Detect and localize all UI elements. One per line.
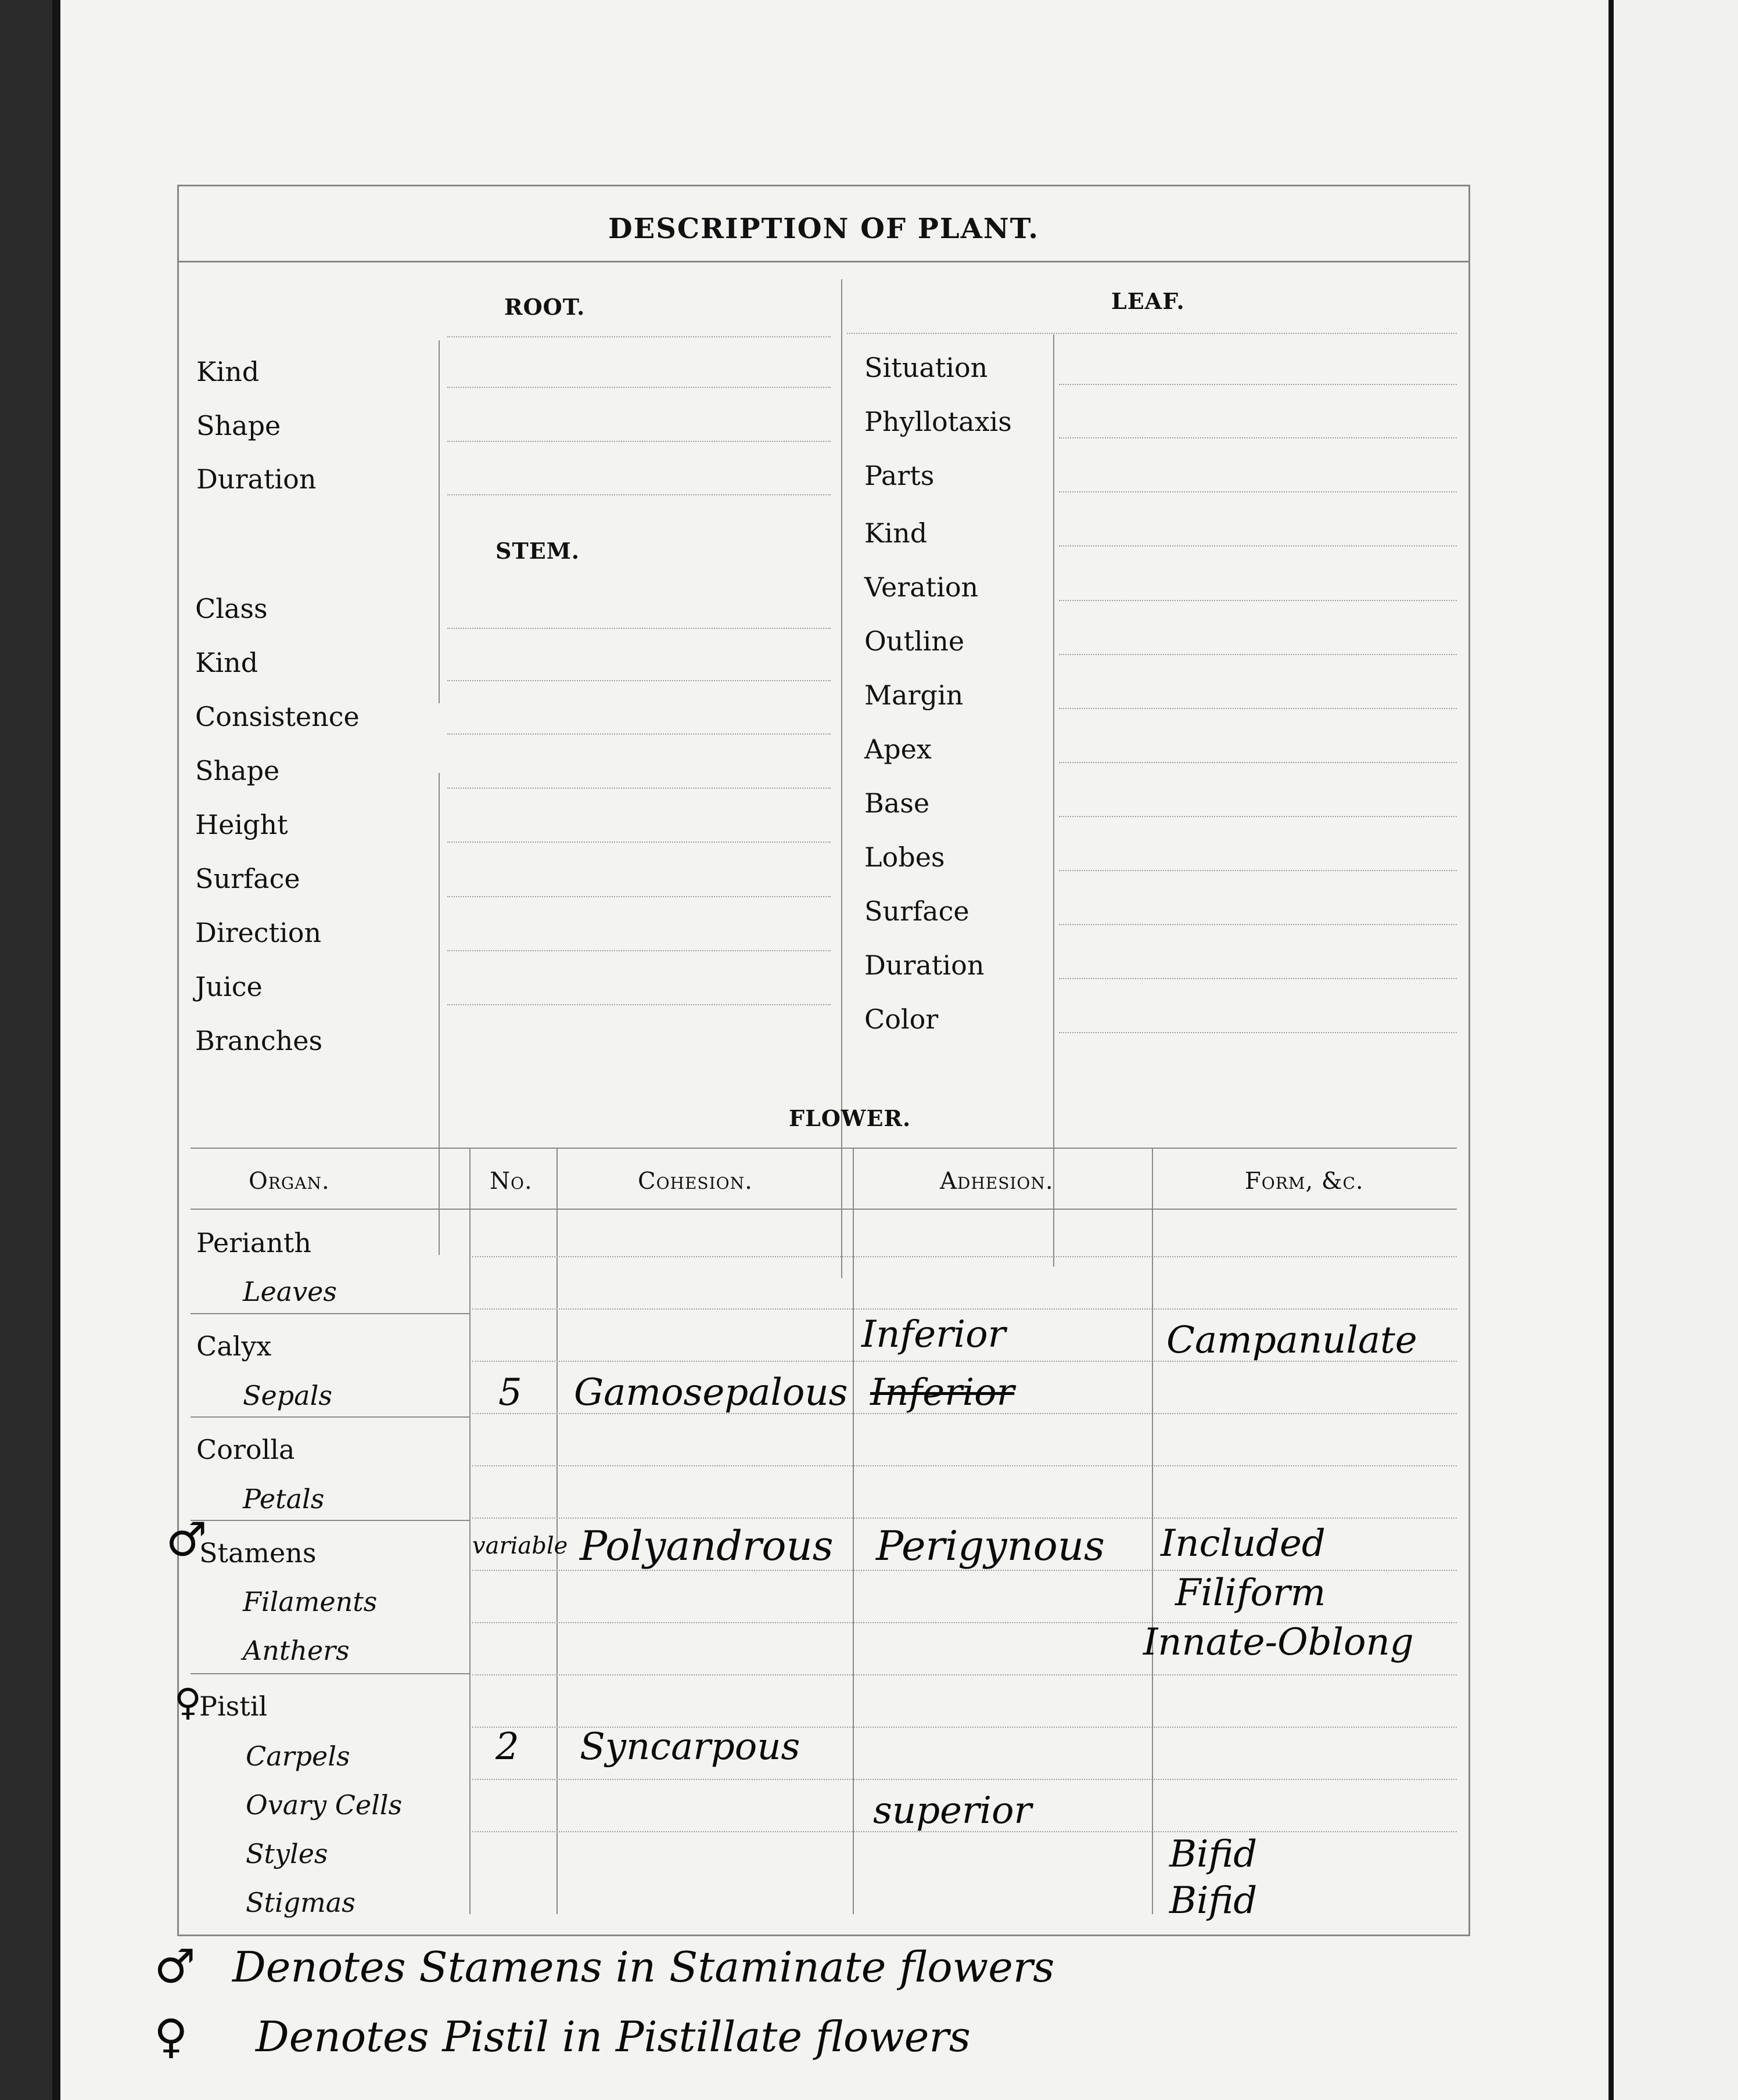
flower-line xyxy=(472,1256,1457,1257)
carpels-cohesion-entry: Syncarpous xyxy=(580,1725,800,1768)
stamens-adhesion-entry: Perigynous xyxy=(876,1522,1105,1570)
flower-heading: FLOWER. xyxy=(789,1105,911,1131)
stem-branches-label: Branches xyxy=(195,1025,323,1056)
flower-column-rule xyxy=(191,1209,1457,1210)
footnote-symbol-staminate: ♂ xyxy=(154,1940,196,1994)
flower-line xyxy=(472,1779,1457,1780)
root-kind-label: Kind xyxy=(196,356,260,387)
flower-line xyxy=(472,1570,1457,1571)
stem-direction-label: Direction xyxy=(195,917,322,948)
stem-line xyxy=(447,733,831,735)
form-column-divider xyxy=(1152,1148,1153,1914)
leaf-line xyxy=(1059,384,1457,385)
organ-rule xyxy=(191,1673,469,1674)
stem-surface-label: Surface xyxy=(195,863,300,894)
organ-rule xyxy=(191,1520,469,1521)
leaf-margin-label: Margin xyxy=(864,679,964,711)
stamens-cohesion-entry: Polyandrous xyxy=(580,1522,834,1570)
organ-rule xyxy=(191,1416,469,1418)
leaf-line xyxy=(1059,708,1457,709)
col-organ: Organ. xyxy=(249,1168,330,1195)
leaf-lobes-label: Lobes xyxy=(864,842,945,873)
stem-line xyxy=(447,628,831,629)
sepals-no-entry: 5 xyxy=(498,1371,522,1414)
stem-consistence-label: Consistence xyxy=(195,701,360,732)
flower-line xyxy=(472,1518,1457,1519)
leaf-line xyxy=(1059,978,1457,979)
carpels-no-entry: 2 xyxy=(495,1725,519,1768)
sepals-cohesion-entry: Gamosepalous xyxy=(574,1371,848,1414)
flower-header-rule xyxy=(191,1148,1457,1149)
root-duration-label: Duration xyxy=(196,463,317,495)
root-line xyxy=(447,387,831,388)
cohesion-column-divider xyxy=(556,1148,558,1914)
col-no: No. xyxy=(490,1168,533,1195)
stem-line xyxy=(447,896,831,897)
stem-class-label: Class xyxy=(195,593,268,624)
leaf-line xyxy=(1059,545,1457,546)
leaf-kind-label: Kind xyxy=(864,517,928,549)
part-carpels: Carpels xyxy=(246,1741,350,1772)
sepals-adhesion-struck-entry: Inferior xyxy=(870,1371,1015,1414)
organ-stamens: Stamens xyxy=(199,1537,317,1569)
leaf-line xyxy=(1059,1032,1457,1033)
flower-line xyxy=(472,1674,1457,1675)
part-ovary-cells: Ovary Cells xyxy=(246,1789,403,1821)
part-filaments: Filaments xyxy=(243,1586,378,1617)
stem-height-label: Height xyxy=(195,809,288,840)
col-cohesion: Cohesion. xyxy=(638,1168,753,1195)
root-line xyxy=(447,336,831,337)
calyx-adhesion-entry: Inferior xyxy=(861,1313,1006,1356)
pistil-margin-symbol: ♀ xyxy=(174,1681,202,1724)
stem-line xyxy=(447,1004,831,1005)
ovary-adhesion-entry: superior xyxy=(873,1789,1032,1832)
stem-shape-label: Shape xyxy=(195,755,280,786)
leaf-line xyxy=(1059,870,1457,871)
part-leaves: Leaves xyxy=(243,1276,337,1307)
leaf-line xyxy=(847,333,1457,334)
stem-line xyxy=(447,788,831,789)
no-column-divider xyxy=(469,1148,471,1914)
part-anthers: Anthers xyxy=(243,1635,350,1666)
anthers-form-entry: Innate-Oblong xyxy=(1143,1621,1414,1664)
organ-corolla: Corolla xyxy=(196,1434,295,1465)
leaf-line xyxy=(1059,816,1457,817)
leaf-line xyxy=(1059,924,1457,925)
stem-value-divider xyxy=(439,773,440,1255)
facing-page-edge xyxy=(1609,0,1738,2100)
root-heading: ROOT. xyxy=(504,294,586,320)
leaf-line xyxy=(1059,491,1457,492)
stamens-form-entry: Included xyxy=(1161,1522,1326,1565)
leaf-apex-label: Apex xyxy=(864,733,932,765)
leaf-color-label: Color xyxy=(864,1004,939,1035)
leaf-phyllotaxis-label: Phyllotaxis xyxy=(864,406,1012,437)
organ-perianth: Perianth xyxy=(196,1227,311,1258)
organ-pistil: Pistil xyxy=(199,1691,268,1722)
form-title: DESCRIPTION OF PLANT. xyxy=(608,213,1039,245)
leaf-line xyxy=(1059,762,1457,763)
leaf-outline-label: Outline xyxy=(864,625,965,657)
filaments-form-entry: Filiform xyxy=(1175,1572,1326,1614)
part-styles: Styles xyxy=(246,1838,328,1869)
stamens-no-entry: variable xyxy=(472,1533,568,1559)
root-line xyxy=(447,441,831,442)
leaf-base-label: Base xyxy=(864,788,930,819)
styles-form-entry: Bifid xyxy=(1169,1833,1258,1876)
part-petals: Petals xyxy=(243,1483,325,1515)
footnote-staminate: Denotes Stamens in Staminate flowers xyxy=(232,1943,1055,1991)
stem-juice-label: Juice xyxy=(195,971,263,1002)
leaf-value-divider xyxy=(1053,335,1054,1267)
leaf-parts-label: Parts xyxy=(864,460,935,491)
footnote-symbol-pistillate: ♀ xyxy=(154,2009,188,2063)
leaf-line xyxy=(1059,654,1457,655)
leaf-duration-label: Duration xyxy=(864,950,985,981)
calyx-form-entry: Campanulate xyxy=(1166,1319,1417,1362)
flower-line xyxy=(472,1308,1457,1310)
stem-line xyxy=(447,680,831,681)
leaf-heading: LEAF. xyxy=(1111,288,1185,314)
root-shape-label: Shape xyxy=(196,410,281,441)
adhesion-column-divider xyxy=(853,1148,854,1914)
col-adhesion: Adhesion. xyxy=(940,1168,1054,1195)
footnote-pistillate: Denotes Pistil in Pistillate flowers xyxy=(256,2012,971,2061)
part-stigmas: Stigmas xyxy=(246,1887,356,1918)
leaf-line xyxy=(1059,437,1457,438)
leaf-situation-label: Situation xyxy=(864,352,988,383)
part-sepals: Sepals xyxy=(243,1380,332,1411)
leaf-surface-label: Surface xyxy=(864,896,969,927)
title-rule xyxy=(179,261,1468,262)
root-value-divider xyxy=(439,340,440,703)
stigmas-form-entry: Bifid xyxy=(1169,1879,1258,1922)
organ-calyx: Calyx xyxy=(196,1331,272,1362)
stem-line xyxy=(447,842,831,843)
stem-kind-label: Kind xyxy=(195,647,258,678)
stem-line xyxy=(447,950,831,951)
stamens-margin-symbol: ♂ xyxy=(166,1513,207,1567)
stem-heading: STEM. xyxy=(495,538,580,564)
root-line xyxy=(447,494,831,495)
leaf-veration-label: Veration xyxy=(864,571,979,603)
col-form: Form, &c. xyxy=(1245,1168,1364,1195)
leaf-line xyxy=(1059,600,1457,601)
organ-rule xyxy=(191,1313,469,1314)
plant-description-form xyxy=(177,185,1470,1936)
flower-line xyxy=(472,1465,1457,1466)
